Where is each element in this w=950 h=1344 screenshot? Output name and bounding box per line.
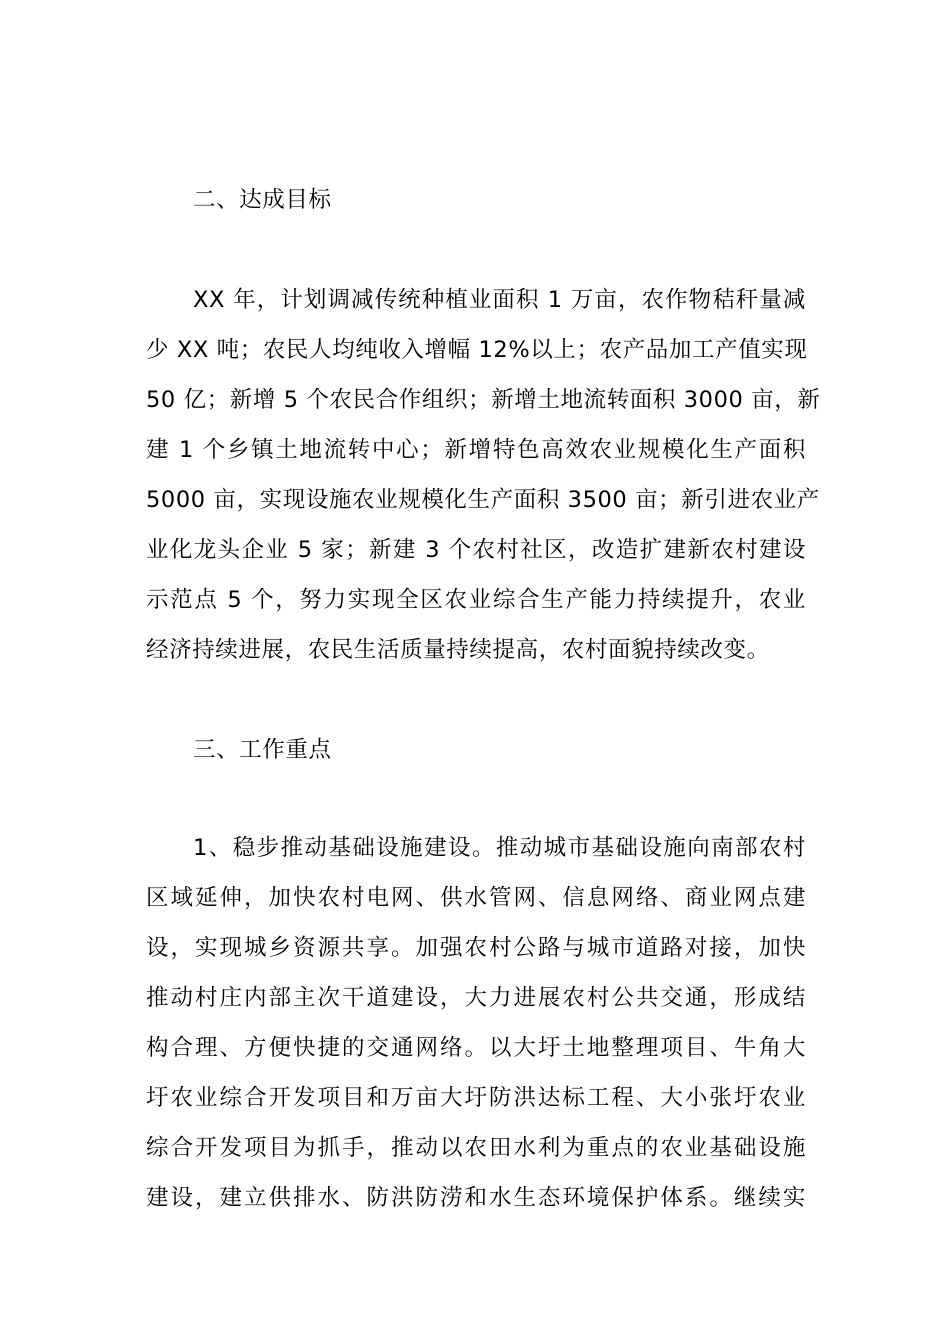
paragraph-line: 构合理、方便快捷的交通网络。以大圩土地整理项目、牛角大 bbox=[146, 1035, 806, 1061]
paragraph-line: 少 XX 吨；农民人均纯收入增幅 12%以上；农产品加工产值实现 bbox=[146, 337, 808, 363]
paragraph-line: 建 1 个乡镇土地流转中心；新增特色高效农业规模化生产面积 bbox=[146, 437, 806, 463]
paragraph-line: 示范点 5 个，努力实现全区农业综合生产能力持续提升，农业 bbox=[146, 587, 806, 613]
paragraph-line: 50 亿；新增 5 个农民合作组织；新增土地流转面积 3000 亩，新 bbox=[146, 387, 821, 413]
paragraph-line: 设，实现城乡资源共享。加强农村公路与城市道路对接，加快 bbox=[146, 935, 806, 961]
section-heading-goals: 二、达成目标 bbox=[193, 187, 332, 213]
paragraph-line: 区域延伸，加快农村电网、供水管网、信息网络、商业网点建 bbox=[146, 885, 806, 911]
paragraph-line: 1、稳步推动基础设施建设。推动城市基础设施向南部农村 bbox=[193, 835, 806, 861]
paragraph-line: 推动村庄内部主次干道建设，大力进展农村公共交通，形成结 bbox=[146, 985, 806, 1011]
paragraph-line: XX 年，计划调减传统种植业面积 1 万亩，农作物秸秆量减 bbox=[193, 287, 806, 313]
paragraph-line: 建设，建立供排水、防洪防涝和水生态环境保护体系。继续实 bbox=[146, 1185, 806, 1211]
paragraph-line: 经济持续进展，农民生活质量持续提高，农村面貌持续改变。 bbox=[146, 637, 770, 663]
paragraph-line: 5000 亩，实现设施农业规模化生产面积 3500 亩；新引进农业产 bbox=[146, 487, 820, 513]
section-heading-priorities: 三、工作重点 bbox=[193, 737, 332, 763]
paragraph-line: 圩农业综合开发项目和万亩大圩防洪达标工程、大小张圩农业 bbox=[146, 1085, 806, 1111]
paragraph-line: 综合开发项目为抓手，推动以农田水利为重点的农业基础设施 bbox=[146, 1135, 806, 1161]
paragraph-line: 业化龙头企业 5 家；新建 3 个农村社区，改造扩建新农村建设 bbox=[146, 537, 806, 563]
